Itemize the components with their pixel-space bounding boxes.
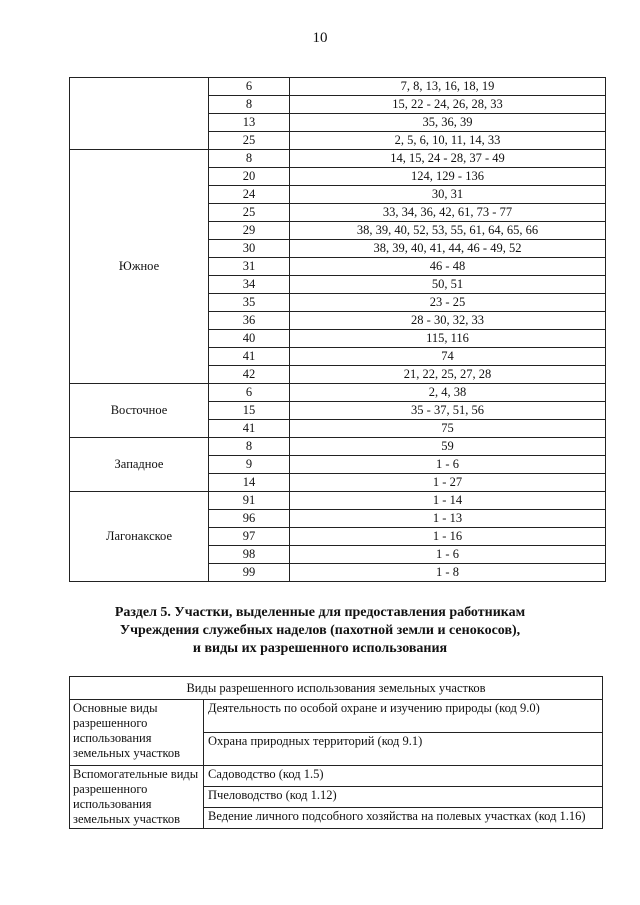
plot-numbers: 1 - 16 xyxy=(290,528,606,546)
quarter-number: 99 xyxy=(209,564,290,582)
quarter-number: 34 xyxy=(209,276,290,294)
section-title-line-3: и виды их разрешенного использования xyxy=(192,641,448,656)
quarter-number: 97 xyxy=(209,528,290,546)
quarter-number: 9 xyxy=(209,456,290,474)
use-item: Ведение личного подсобного хозяйства на полевых участках (код 1.16) xyxy=(204,808,603,829)
quarter-number: 8 xyxy=(209,438,290,456)
quarter-number: 41 xyxy=(209,420,290,438)
plot-numbers: 28 - 30, 32, 33 xyxy=(290,312,606,330)
plot-numbers: 75 xyxy=(290,420,606,438)
plot-numbers: 15, 22 - 24, 26, 28, 33 xyxy=(290,96,606,114)
forestry-name xyxy=(70,78,209,150)
main-uses-category: Основные виды разрешенного использования земельных участков xyxy=(70,700,204,766)
quarter-number: 96 xyxy=(209,510,290,528)
quarter-number: 8 xyxy=(209,150,290,168)
plot-numbers: 124, 129 - 136 xyxy=(290,168,606,186)
quarter-number: 14 xyxy=(209,474,290,492)
table-row xyxy=(70,438,606,456)
plot-numbers: 46 - 48 xyxy=(290,258,606,276)
quarters-table xyxy=(69,77,606,582)
section-title xyxy=(0,604,640,658)
plot-numbers: 1 - 6 xyxy=(290,546,606,564)
permitted-uses-header: Виды разрешенного использования земельных участков xyxy=(70,677,603,700)
quarter-number: 20 xyxy=(209,168,290,186)
plot-numbers: 2, 5, 6, 10, 11, 14, 33 xyxy=(290,132,606,150)
plot-numbers: 30, 31 xyxy=(290,186,606,204)
quarter-number: 29 xyxy=(209,222,290,240)
section-title-line-1: Раздел 5. Участки, выделенные для предоставления работникам xyxy=(114,605,526,620)
quarter-number: 36 xyxy=(209,312,290,330)
forestry-name: Южное xyxy=(70,150,209,384)
plot-numbers: 50, 51 xyxy=(290,276,606,294)
plot-numbers: 1 - 27 xyxy=(290,474,606,492)
plot-numbers: 23 - 25 xyxy=(290,294,606,312)
quarter-number: 41 xyxy=(209,348,290,366)
quarter-number: 15 xyxy=(209,402,290,420)
plot-numbers: 38, 39, 40, 41, 44, 46 - 49, 52 xyxy=(290,240,606,258)
plot-numbers: 59 xyxy=(290,438,606,456)
plot-numbers: 33, 34, 36, 42, 61, 73 - 77 xyxy=(290,204,606,222)
plot-numbers: 74 xyxy=(290,348,606,366)
quarter-number: 25 xyxy=(209,204,290,222)
table-row xyxy=(70,766,603,787)
forestry-name: Лагонакское xyxy=(70,492,209,582)
plot-numbers: 2, 4, 38 xyxy=(290,384,606,402)
use-item: Охрана природных территорий (код 9.1) xyxy=(204,733,603,766)
plot-numbers: 21, 22, 25, 27, 28 xyxy=(290,366,606,384)
use-item: Садоводство (код 1.5) xyxy=(204,766,603,787)
quarter-number: 24 xyxy=(209,186,290,204)
table-row xyxy=(70,700,603,733)
section-title-line-2: Учреждения служебных наделов (пахотной земли и сенокосов), xyxy=(119,623,521,638)
quarter-number: 98 xyxy=(209,546,290,564)
plot-numbers: 7, 8, 13, 16, 18, 19 xyxy=(290,78,606,96)
quarter-number: 25 xyxy=(209,132,290,150)
permitted-uses-header-row xyxy=(70,677,603,700)
forestry-name: Восточное xyxy=(70,384,209,438)
plot-numbers: 35 - 37, 51, 56 xyxy=(290,402,606,420)
table-row xyxy=(70,384,606,402)
plot-numbers: 1 - 14 xyxy=(290,492,606,510)
page-number: 10 xyxy=(312,30,328,46)
table-row xyxy=(70,78,606,96)
plot-numbers: 1 - 6 xyxy=(290,456,606,474)
quarter-number: 6 xyxy=(209,78,290,96)
table-row xyxy=(70,150,606,168)
plot-numbers: 35, 36, 39 xyxy=(290,114,606,132)
auxiliary-uses-category: Вспомогательные виды разрешенного использования земельных участков xyxy=(70,766,204,829)
use-item: Пчеловодство (код 1.12) xyxy=(204,787,603,808)
plot-numbers: 38, 39, 40, 52, 53, 55, 61, 64, 65, 66 xyxy=(290,222,606,240)
quarter-number: 31 xyxy=(209,258,290,276)
plot-numbers: 14, 15, 24 - 28, 37 - 49 xyxy=(290,150,606,168)
forestry-name: Западное xyxy=(70,438,209,492)
use-item: Деятельность по особой охране и изучению природы (код 9.0) xyxy=(204,700,603,733)
quarter-number: 35 xyxy=(209,294,290,312)
quarter-number: 91 xyxy=(209,492,290,510)
plot-numbers: 1 - 8 xyxy=(290,564,606,582)
quarters-table-body xyxy=(70,78,606,582)
permitted-uses-table xyxy=(69,676,603,829)
quarter-number: 40 xyxy=(209,330,290,348)
table-row xyxy=(70,492,606,510)
quarter-number: 30 xyxy=(209,240,290,258)
plot-numbers: 1 - 13 xyxy=(290,510,606,528)
quarter-number: 13 xyxy=(209,114,290,132)
quarter-number: 8 xyxy=(209,96,290,114)
quarter-number: 42 xyxy=(209,366,290,384)
plot-numbers: 115, 116 xyxy=(290,330,606,348)
quarter-number: 6 xyxy=(209,384,290,402)
